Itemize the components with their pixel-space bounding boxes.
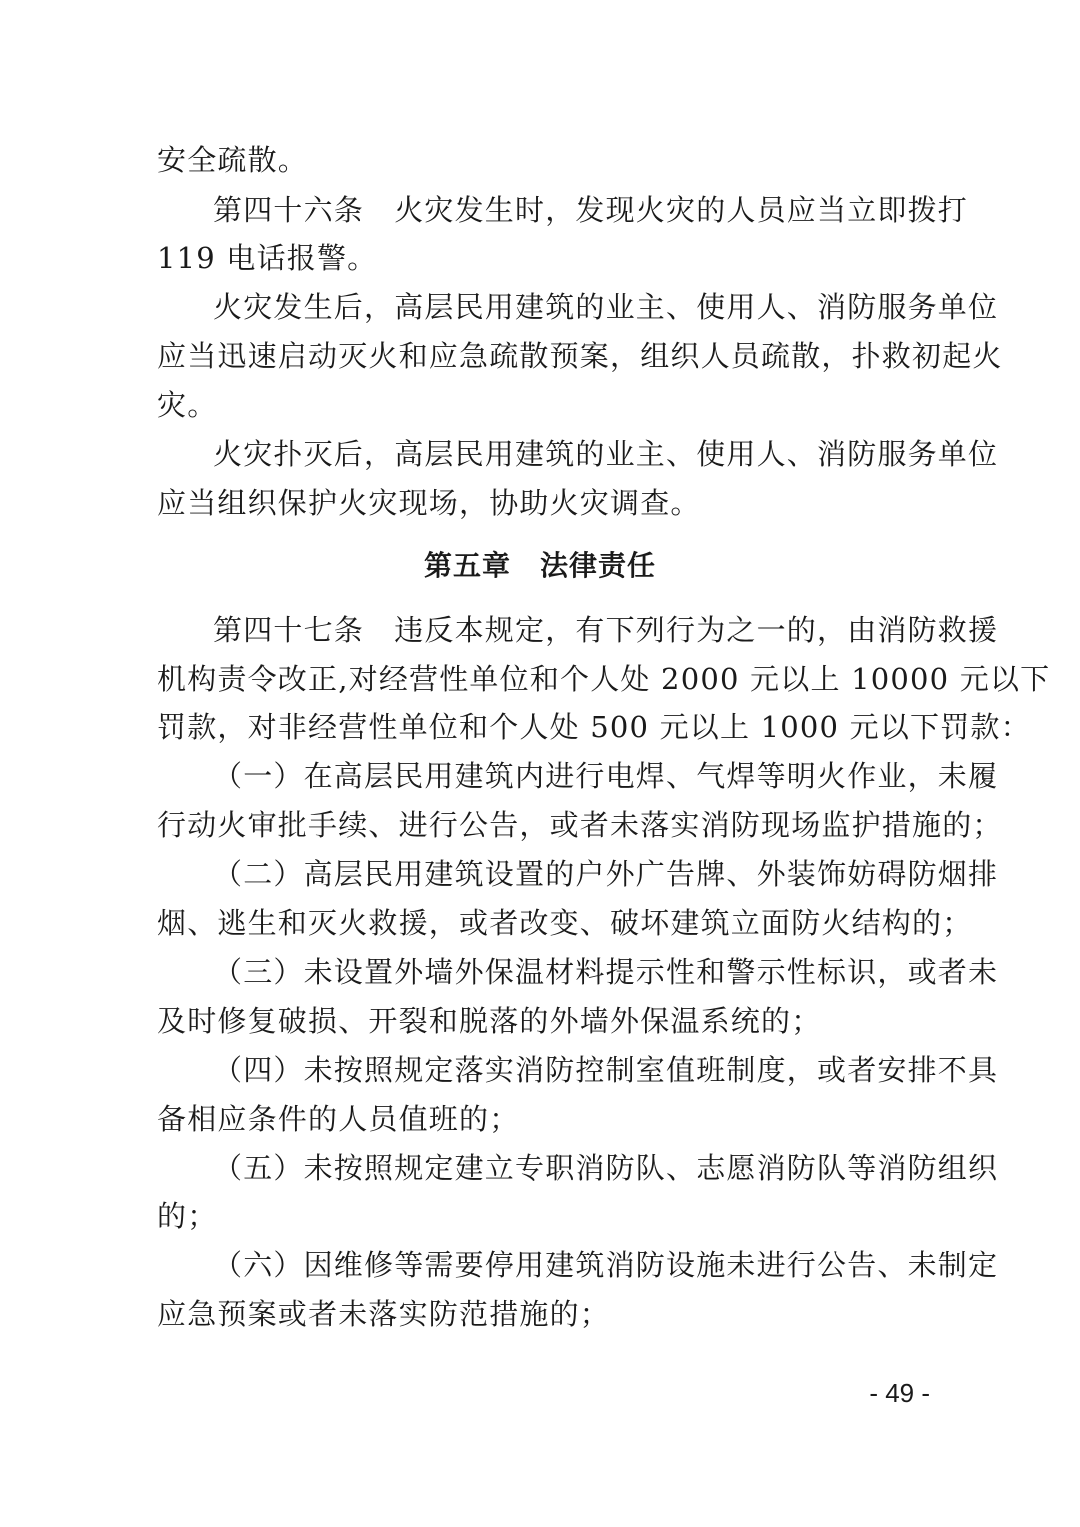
text-line: 灾。 (157, 388, 218, 422)
text-line: （三）未设置外墙外保温材料提示性和警示性标识，或者未 (213, 955, 999, 989)
text-line: 的； (157, 1199, 218, 1233)
text-line: 119 电话报警。 (157, 241, 378, 275)
text-line: 行动火审批手续、进行公告，或者未落实消防现场监护措施的； (157, 808, 1003, 842)
text-line: （二）高层民用建筑设置的户外广告牌、外装饰妨碍防烟排 (213, 857, 999, 891)
text-line: 备相应条件的人员值班的； (157, 1102, 520, 1136)
text-line: 应当迅速启动灭火和应急疏散预案，组织人员疏散，扑救初起火 (157, 339, 1003, 373)
text-line: 罚款，对非经营性单位和个人处 500 元以上 1000 元以下罚款： (157, 710, 1031, 744)
text-line: （六）因维修等需要停用建筑消防设施未进行公告、未制定 (213, 1248, 999, 1282)
chapter-heading: 第五章 法律责任 (423, 549, 656, 582)
text-line: （四）未按照规定落实消防控制室值班制度，或者安排不具 (213, 1053, 999, 1087)
text-line: 火灾扑灭后，高层民用建筑的业主、使用人、消防服务单位 (213, 437, 999, 471)
text-line: 应当组织保护火灾现场，协助火灾调查。 (157, 486, 701, 520)
text-line: 第四十七条 违反本规定，有下列行为之一的，由消防救援 (213, 613, 999, 647)
text-line: 机构责令改正,对经营性单位和个人处 2000 元以上 10000 元以下 (157, 662, 1051, 696)
text-line: 火灾发生后，高层民用建筑的业主、使用人、消防服务单位 (213, 290, 999, 324)
text-line: 烟、逃生和灭火救援，或者改变、破坏建筑立面防火结构的； (157, 906, 973, 940)
text-line: 第四十六条 火灾发生时，发现火灾的人员应当立即拨打 (213, 193, 969, 227)
text-line: （一）在高层民用建筑内进行电焊、气焊等明火作业，未履 (213, 759, 999, 793)
text-line: 安全疏散。 (157, 143, 309, 177)
text-line: 及时修复破损、开裂和脱落的外墙外保温系统的； (157, 1004, 822, 1038)
text-line: （五）未按照规定建立专职消防队、志愿消防队等消防组织 (213, 1151, 999, 1185)
page-number: - 49 - (869, 1378, 930, 1408)
text-line: 应急预案或者未落实防范措施的； (157, 1297, 611, 1331)
